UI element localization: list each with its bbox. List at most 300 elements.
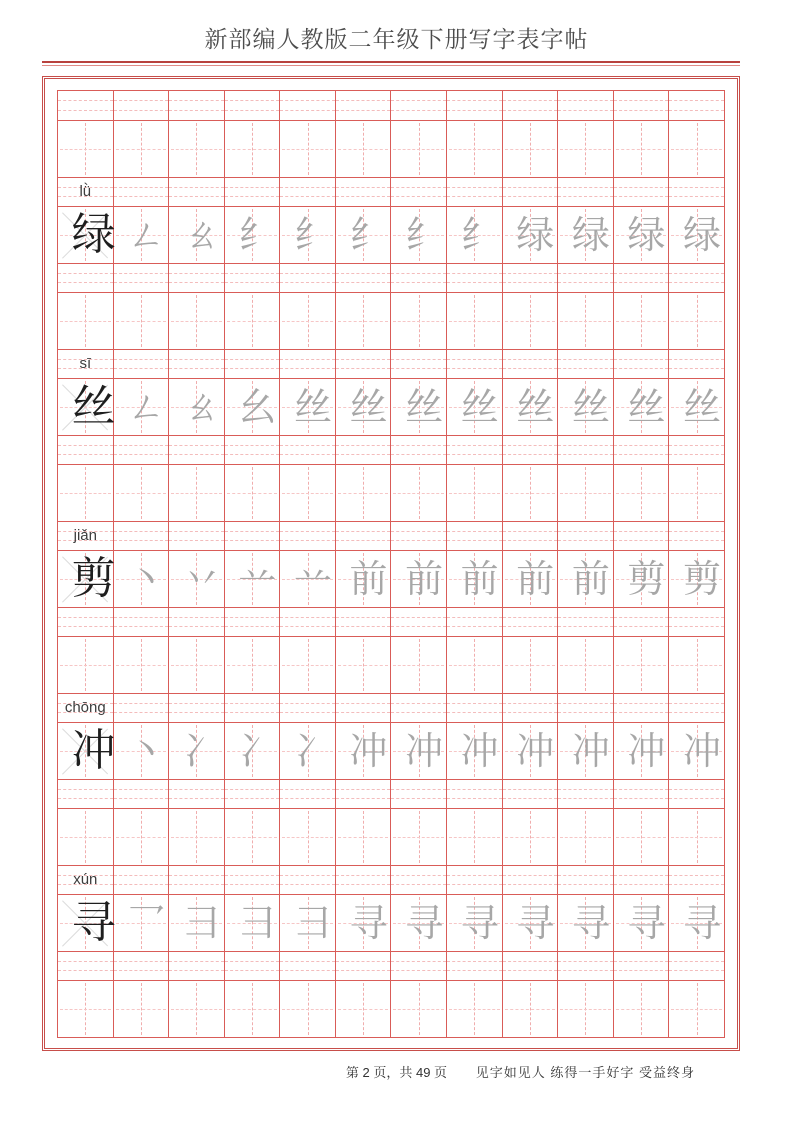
pinyin-cell [58, 866, 113, 894]
stroke-trace-cell [335, 379, 391, 435]
stroke-trace-cell [502, 379, 558, 435]
character-practice-row [58, 722, 724, 779]
stroke-trace-cell [502, 207, 558, 263]
empty-pinyin-row [58, 951, 724, 980]
pinyin-cell [58, 694, 113, 722]
page-number-indicator: 第 2 页，共 49 页 [345, 1065, 448, 1080]
character-practice-row [58, 206, 724, 263]
pinyin-cell [390, 91, 446, 120]
stroke-trace-glyph: 冫 [293, 729, 332, 773]
stroke-trace-glyph: ㄠ [182, 385, 221, 429]
stroke-trace-glyph: 冫 [238, 729, 277, 773]
pinyin-cell [390, 866, 446, 894]
blank-practice-cell [502, 809, 558, 865]
blank-practice-cell [335, 293, 391, 349]
blank-practice-cell [446, 121, 502, 177]
blank-practice-cell [502, 981, 558, 1037]
pinyin-cell [113, 694, 169, 722]
stroke-trace-cell [224, 723, 280, 779]
pinyin-cell [502, 91, 558, 120]
blank-practice-cell [668, 121, 724, 177]
blank-practice-cell [502, 293, 558, 349]
blank-practice-cell [668, 809, 724, 865]
blank-practice-cell [58, 809, 113, 865]
stroke-trace-cell [446, 379, 502, 435]
blank-practice-cell [446, 293, 502, 349]
blank-practice-cell [390, 809, 446, 865]
pinyin-cell [113, 522, 169, 550]
pinyin-cell [390, 608, 446, 636]
blank-practice-cell [335, 465, 391, 521]
stroke-trace-cell [113, 379, 169, 435]
stroke-trace-cell [168, 895, 224, 951]
blank-practice-cell [446, 809, 502, 865]
pinyin-cell [390, 522, 446, 550]
stroke-trace-cell [668, 895, 724, 951]
pinyin-cell [390, 694, 446, 722]
pinyin-cell [613, 952, 669, 980]
stroke-trace-glyph: 彐 [238, 901, 277, 945]
empty-pinyin-row [58, 91, 724, 120]
empty-practice-row [58, 808, 724, 865]
pinyin-cell [279, 780, 335, 808]
pinyin-cell [446, 694, 502, 722]
pinyin-cell [335, 952, 391, 980]
pinyin-cell [557, 522, 613, 550]
stroke-trace-glyph: 前 [516, 557, 555, 601]
stroke-trace-glyph: 冫 [182, 729, 221, 773]
pinyin-cell [613, 694, 669, 722]
stroke-trace-glyph: 寻 [349, 901, 388, 945]
pinyin-cell [168, 350, 224, 378]
stroke-trace-glyph: 䒑 [238, 557, 277, 601]
pinyin-cell [335, 178, 391, 206]
blank-practice-cell [168, 809, 224, 865]
blank-practice-cell [113, 293, 169, 349]
pinyin-cell [390, 178, 446, 206]
pinyin-cell [279, 91, 335, 120]
pinyin-cell [446, 178, 502, 206]
blank-practice-cell [58, 465, 113, 521]
pinyin-cell [502, 522, 558, 550]
blank-practice-cell [168, 981, 224, 1037]
stroke-trace-cell [390, 551, 446, 607]
stroke-trace-glyph: 幺 [238, 385, 277, 429]
stroke-trace-glyph: 剪 [627, 557, 666, 601]
pinyin-cell [557, 178, 613, 206]
blank-practice-cell [224, 981, 280, 1037]
stroke-trace-glyph: 冲 [627, 729, 666, 773]
pinyin-cell [390, 952, 446, 980]
blank-practice-cell [224, 293, 280, 349]
stroke-trace-glyph: 丝 [460, 385, 499, 429]
stroke-trace-cell [446, 895, 502, 951]
pinyin-label: jiǎn [73, 526, 97, 544]
stroke-trace-glyph: 丶 [127, 557, 166, 601]
practice-grid [57, 90, 725, 1038]
pinyin-cell [168, 522, 224, 550]
pinyin-cell [279, 436, 335, 464]
pinyin-cell [224, 608, 280, 636]
pinyin-cell [613, 91, 669, 120]
pinyin-cell [113, 952, 169, 980]
example-character: 丝 [71, 381, 116, 432]
stroke-trace-cell [390, 207, 446, 263]
blank-practice-cell [113, 981, 169, 1037]
pinyin-cell [279, 694, 335, 722]
character-practice-row [58, 894, 724, 951]
pinyin-cell [446, 866, 502, 894]
stroke-trace-glyph: 绿 [627, 213, 666, 257]
blank-practice-cell [557, 465, 613, 521]
pinyin-cell [58, 91, 113, 120]
pinyin-row [58, 693, 724, 722]
stroke-trace-cell [113, 895, 169, 951]
pinyin-cell [668, 780, 724, 808]
empty-practice-row [58, 980, 724, 1037]
pinyin-cell [113, 178, 169, 206]
stroke-trace-glyph: 绿 [571, 213, 610, 257]
pinyin-cell [113, 780, 169, 808]
pinyin-cell [58, 608, 113, 636]
pinyin-cell [613, 264, 669, 292]
pinyin-cell [613, 608, 669, 636]
blank-practice-cell [168, 293, 224, 349]
pinyin-cell [224, 436, 280, 464]
pinyin-cell [668, 436, 724, 464]
pinyin-label: lǜ [79, 182, 92, 200]
pinyin-cell [58, 780, 113, 808]
blank-practice-cell [224, 121, 280, 177]
blank-practice-cell [668, 465, 724, 521]
pinyin-cell [668, 694, 724, 722]
character-practice-row [58, 550, 724, 607]
pinyin-cell [502, 694, 558, 722]
stroke-trace-cell [279, 379, 335, 435]
stroke-trace-cell [446, 551, 502, 607]
stroke-trace-cell [279, 723, 335, 779]
pinyin-cell [279, 522, 335, 550]
blank-practice-cell [113, 637, 169, 693]
pinyin-cell [335, 436, 391, 464]
blank-practice-cell [668, 293, 724, 349]
blank-practice-cell [113, 121, 169, 177]
blank-practice-cell [390, 121, 446, 177]
pinyin-cell [224, 91, 280, 120]
example-character: 寻 [71, 897, 116, 948]
pinyin-cell [557, 264, 613, 292]
stroke-trace-glyph: 纟 [293, 213, 332, 257]
blank-practice-cell [502, 465, 558, 521]
stroke-trace-glyph: 丷 [182, 557, 221, 601]
blank-practice-cell [335, 637, 391, 693]
stroke-trace-cell [446, 723, 502, 779]
pinyin-row [58, 521, 724, 550]
pinyin-cell [279, 952, 335, 980]
stroke-trace-cell [335, 207, 391, 263]
pinyin-cell [335, 694, 391, 722]
stroke-trace-glyph: 绿 [516, 213, 555, 257]
blank-practice-cell [613, 465, 669, 521]
pinyin-cell [446, 436, 502, 464]
pinyin-cell [668, 866, 724, 894]
blank-practice-cell [390, 293, 446, 349]
pinyin-cell [446, 952, 502, 980]
pinyin-label: chōng [64, 698, 106, 716]
pinyin-cell [446, 608, 502, 636]
stroke-trace-glyph: 寻 [627, 901, 666, 945]
blank-practice-cell [113, 809, 169, 865]
pinyin-cell [390, 436, 446, 464]
empty-practice-row [58, 292, 724, 349]
pinyin-cell [279, 264, 335, 292]
stroke-trace-glyph: 寻 [571, 901, 610, 945]
stroke-trace-glyph: 前 [349, 557, 388, 601]
blank-practice-cell [279, 981, 335, 1037]
pinyin-cell [502, 264, 558, 292]
stroke-trace-cell [613, 551, 669, 607]
stroke-trace-glyph: 乛 [127, 901, 166, 945]
pinyin-cell [668, 952, 724, 980]
stroke-trace-cell [557, 895, 613, 951]
pinyin-cell [168, 694, 224, 722]
pinyin-cell [335, 780, 391, 808]
stroke-trace-glyph: 寻 [460, 901, 499, 945]
stroke-trace-cell [279, 207, 335, 263]
example-character-cell [58, 723, 116, 779]
stroke-trace-glyph: 冲 [405, 729, 444, 773]
pinyin-cell [168, 178, 224, 206]
pinyin-cell [168, 264, 224, 292]
empty-practice-row [58, 120, 724, 177]
pinyin-cell [335, 522, 391, 550]
stroke-trace-cell [557, 551, 613, 607]
stroke-trace-cell [335, 551, 391, 607]
stroke-trace-cell [335, 895, 391, 951]
pinyin-cell [58, 436, 113, 464]
pinyin-cell [335, 350, 391, 378]
stroke-trace-cell [168, 723, 224, 779]
empty-practice-row [58, 464, 724, 521]
empty-pinyin-row [58, 607, 724, 636]
pinyin-cell [390, 350, 446, 378]
pinyin-cell [224, 350, 280, 378]
pinyin-cell [224, 522, 280, 550]
stroke-trace-glyph: 寻 [682, 901, 722, 945]
blank-practice-cell [557, 637, 613, 693]
stroke-trace-glyph: 䒑 [293, 557, 332, 601]
stroke-trace-glyph: 丶 [127, 729, 166, 773]
blank-practice-cell [613, 637, 669, 693]
pinyin-cell [557, 866, 613, 894]
blank-practice-cell [224, 809, 280, 865]
empty-pinyin-row [58, 779, 724, 808]
pinyin-cell [613, 350, 669, 378]
pinyin-cell [279, 178, 335, 206]
pinyin-cell [502, 608, 558, 636]
stroke-trace-glyph: 纟 [238, 213, 277, 257]
stroke-trace-cell [168, 379, 224, 435]
blank-practice-cell [224, 637, 280, 693]
pinyin-cell [279, 608, 335, 636]
pinyin-cell [613, 866, 669, 894]
blank-practice-cell [446, 465, 502, 521]
pinyin-label: sī [79, 354, 92, 372]
pinyin-cell [502, 178, 558, 206]
pinyin-cell [613, 780, 669, 808]
pinyin-cell [668, 350, 724, 378]
stroke-trace-glyph: ㄥ [127, 213, 166, 257]
stroke-trace-cell [557, 207, 613, 263]
empty-pinyin-row [58, 263, 724, 292]
pinyin-cell [224, 952, 280, 980]
pinyin-cell [668, 178, 724, 206]
pinyin-cell [557, 952, 613, 980]
blank-practice-cell [390, 465, 446, 521]
blank-practice-cell [502, 121, 558, 177]
blank-practice-cell [335, 981, 391, 1037]
blank-practice-cell [613, 293, 669, 349]
pinyin-cell [446, 264, 502, 292]
character-practice-row [58, 378, 724, 435]
pinyin-cell [58, 522, 113, 550]
stroke-trace-cell [168, 551, 224, 607]
stroke-trace-glyph: 前 [571, 557, 610, 601]
example-character-cell [58, 379, 116, 435]
pinyin-cell [613, 436, 669, 464]
pinyin-cell [668, 522, 724, 550]
pinyin-cell [335, 866, 391, 894]
stroke-trace-cell [335, 723, 391, 779]
pinyin-cell [446, 522, 502, 550]
practice-sheet [42, 76, 740, 1051]
blank-practice-cell [613, 981, 669, 1037]
pinyin-cell [502, 350, 558, 378]
stroke-trace-glyph: 纟 [460, 213, 499, 257]
stroke-trace-cell [279, 551, 335, 607]
pinyin-cell [113, 866, 169, 894]
pinyin-cell [502, 780, 558, 808]
pinyin-cell [58, 178, 113, 206]
stroke-trace-cell [224, 895, 280, 951]
pinyin-cell [58, 952, 113, 980]
stroke-trace-glyph: 前 [460, 557, 499, 601]
example-character: 绿 [71, 209, 116, 260]
stroke-trace-cell [224, 379, 280, 435]
pinyin-cell [113, 608, 169, 636]
stroke-trace-glyph: 丝 [405, 385, 444, 429]
blank-practice-cell [502, 637, 558, 693]
blank-practice-cell [613, 809, 669, 865]
blank-practice-cell [335, 121, 391, 177]
pinyin-cell [668, 91, 724, 120]
blank-practice-cell [279, 637, 335, 693]
pinyin-cell [168, 866, 224, 894]
stroke-trace-glyph: 彐 [182, 901, 221, 945]
pinyin-cell [168, 436, 224, 464]
blank-practice-cell [613, 121, 669, 177]
blank-practice-cell [557, 293, 613, 349]
pinyin-cell [335, 264, 391, 292]
stroke-trace-cell [224, 207, 280, 263]
pinyin-cell [224, 694, 280, 722]
stroke-trace-glyph: ㄠ [182, 213, 221, 257]
blank-practice-cell [668, 637, 724, 693]
stroke-trace-glyph: 彐 [293, 901, 332, 945]
page-title: 新部编人教版二年级下册写字表字帖 [204, 26, 589, 52]
stroke-trace-glyph: 寻 [516, 901, 555, 945]
pinyin-cell [446, 780, 502, 808]
stroke-trace-glyph: 冲 [682, 729, 722, 773]
pinyin-cell [502, 866, 558, 894]
pinyin-cell [224, 264, 280, 292]
blank-practice-cell [58, 293, 113, 349]
stroke-trace-cell [502, 723, 558, 779]
blank-practice-cell [557, 809, 613, 865]
example-character: 冲 [71, 725, 116, 776]
pinyin-cell [335, 91, 391, 120]
stroke-trace-glyph: 丝 [349, 385, 388, 429]
pinyin-cell [446, 91, 502, 120]
pinyin-cell [58, 350, 113, 378]
stroke-trace-cell [113, 551, 169, 607]
pinyin-cell [390, 264, 446, 292]
blank-practice-cell [335, 809, 391, 865]
stroke-trace-glyph: 冲 [516, 729, 555, 773]
stroke-trace-cell [390, 379, 446, 435]
blank-practice-cell [446, 981, 502, 1037]
stroke-trace-cell [390, 723, 446, 779]
stroke-trace-cell [446, 207, 502, 263]
stroke-trace-glyph: 丝 [571, 385, 610, 429]
blank-practice-cell [390, 981, 446, 1037]
stroke-trace-cell [557, 379, 613, 435]
pinyin-cell [224, 178, 280, 206]
stroke-trace-cell [279, 895, 335, 951]
blank-practice-cell [279, 465, 335, 521]
pinyin-cell [168, 780, 224, 808]
stroke-trace-glyph: 丝 [293, 385, 332, 429]
stroke-trace-glyph: 冲 [460, 729, 499, 773]
stroke-trace-cell [113, 723, 169, 779]
stroke-trace-glyph: 纟 [349, 213, 388, 257]
blank-practice-cell [557, 121, 613, 177]
example-character-cell [58, 551, 116, 607]
stroke-trace-glyph: 冲 [349, 729, 388, 773]
pinyin-cell [224, 780, 280, 808]
pinyin-cell [557, 350, 613, 378]
pinyin-cell [168, 608, 224, 636]
footer-slogan: 见字如见人 练得一手好字 受益终身 [475, 1065, 695, 1080]
blank-practice-cell [279, 809, 335, 865]
stroke-trace-cell [668, 551, 724, 607]
pinyin-cell [279, 866, 335, 894]
stroke-trace-cell [613, 207, 669, 263]
stroke-trace-cell [502, 895, 558, 951]
pinyin-cell [557, 780, 613, 808]
stroke-trace-glyph: 纟 [405, 213, 444, 257]
stroke-trace-glyph: 剪 [682, 557, 722, 601]
example-character-cell [58, 895, 116, 951]
stroke-trace-cell [168, 207, 224, 263]
stroke-trace-cell [502, 551, 558, 607]
pinyin-row [58, 177, 724, 206]
stroke-trace-glyph: 丝 [516, 385, 555, 429]
pinyin-cell [168, 952, 224, 980]
pinyin-cell [113, 350, 169, 378]
pinyin-cell [613, 178, 669, 206]
title-underline-rule [42, 61, 740, 66]
